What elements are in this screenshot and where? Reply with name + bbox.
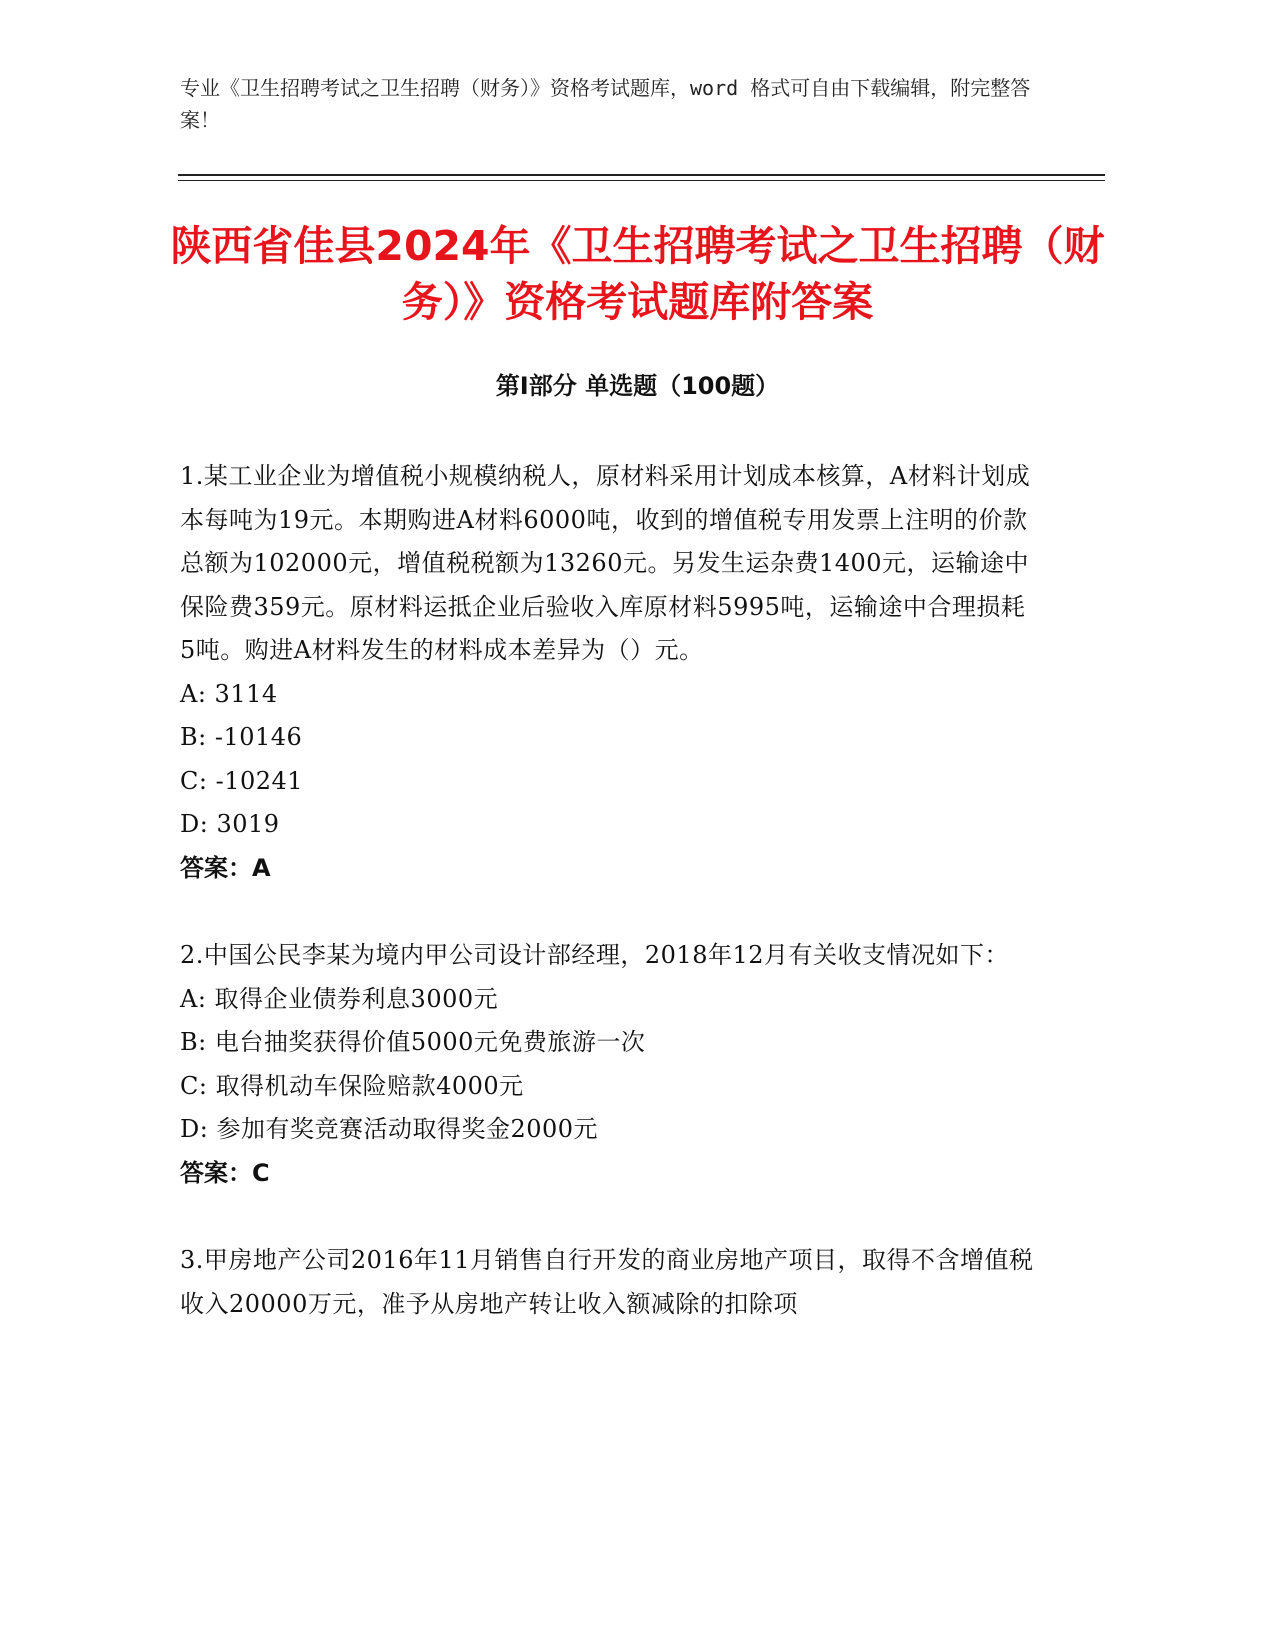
option-a: A: 3114 xyxy=(180,679,278,708)
header-rule-thin xyxy=(178,180,1105,181)
option-d: D: 3019 xyxy=(180,810,280,838)
question-2 xyxy=(180,934,1040,1195)
header-note: 专业《卫生招聘考试之卫生招聘（财务）》资格考试题库，word 格式可自由下载编辑，附完整答案！ xyxy=(180,76,1031,132)
option-c: C: -10241 xyxy=(180,766,304,795)
question-stem: 1.某工业企业为增值税小规模纳税人，原材料采用计划成本核算，A材料计划成本每吨为19元。本期购进A材料6000吨，收到的增值税专用发票上注明的价款总额为102000元，增值税税额为13260元。另发生运杂费1400元，运输途中保险费359元。原材料运抵企业后验收入库原材料5995吨，运输途中合理损耗5吨。购进A材料发生的材料成本差异为（）元。 xyxy=(180,462,1031,664)
section-title: 第Ⅰ部分 单选题（100题） xyxy=(495,372,780,400)
question-3 xyxy=(180,1239,1040,1326)
answer: 答案：A xyxy=(180,853,271,882)
option-d: D: 参加有奖竞赛活动取得奖金2000元 xyxy=(180,1115,599,1143)
option-b: B: -10146 xyxy=(180,723,303,751)
question-stem: 2.中国公民李某为境内甲公司设计部经理，2018年12月有关收支情况如下： xyxy=(180,941,1010,969)
option-c: C: 取得机动车保险赔款4000元 xyxy=(180,1071,524,1100)
question-1 xyxy=(180,455,1040,890)
option-a: A: 取得企业债券利息3000元 xyxy=(180,984,499,1013)
question-list xyxy=(180,455,1040,1370)
header-rule-thick xyxy=(178,174,1105,176)
document-title: 陕西省佳县2024年《卫生招聘考试之卫生招聘（财务）》资格考试题库附答案 xyxy=(170,222,1105,326)
option-b: B: 电台抽奖获得价值5000元免费旅游一次 xyxy=(180,1028,646,1056)
question-stem: 3.甲房地产公司2016年11月销售自行开发的商业房地产项目，取得不含增值税收入20000万元，准予从房地产转让收入额减除的扣除项 xyxy=(180,1246,1034,1318)
answer: 答案：C xyxy=(180,1158,270,1187)
